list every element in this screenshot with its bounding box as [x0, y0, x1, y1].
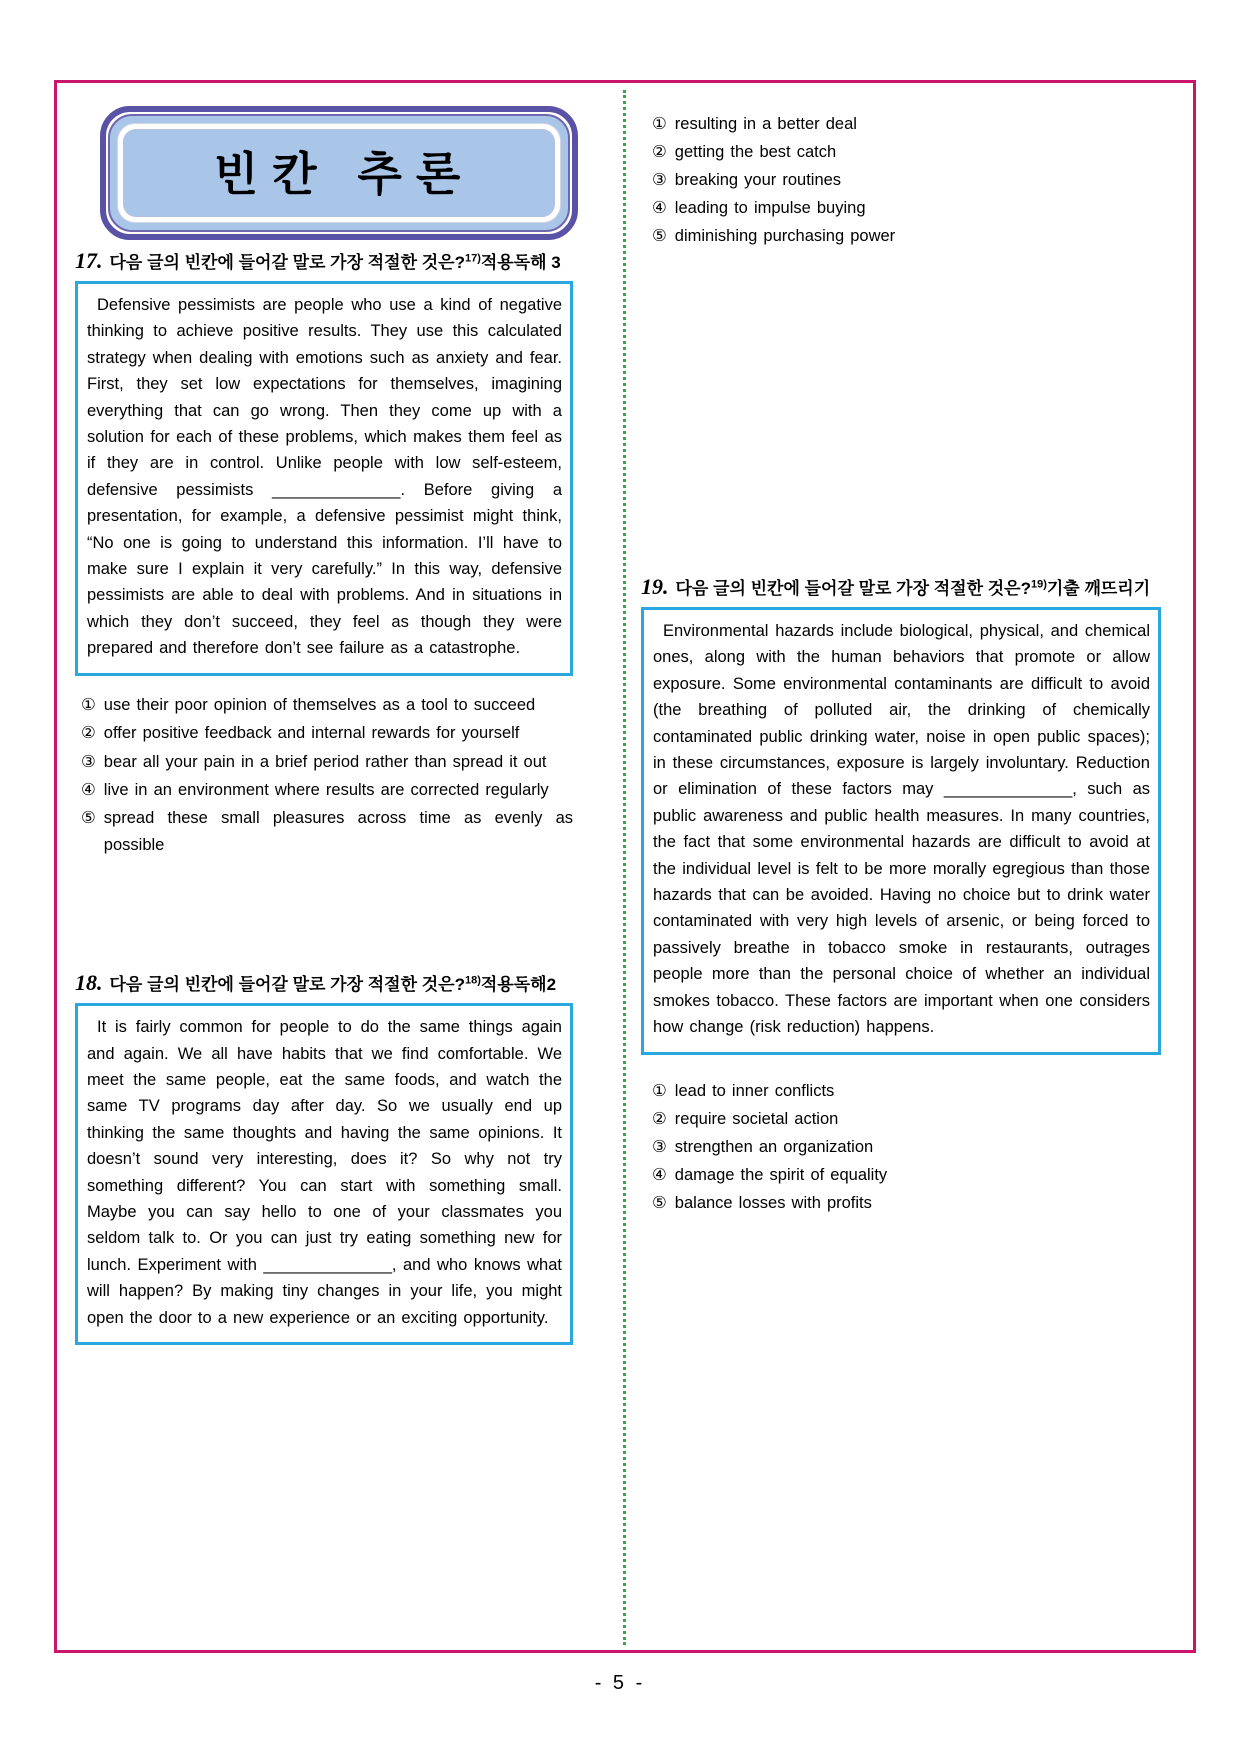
option-text: strengthen an organization	[674, 1137, 874, 1156]
answer-option	[652, 1105, 1161, 1133]
option-text: use their poor opinion of themselves as a tool to succeed	[103, 695, 536, 714]
option-marker: ②	[81, 724, 96, 743]
option-marker: ④	[652, 199, 667, 217]
question-prompt: 다음 글의 빈칸에 들어갈 말로 가장 적절한 것은?	[109, 253, 465, 272]
passage-text: It is fairly common for people to do the same things again and again. We all have habits that we find comfortable. We meet the same people, eat the same foods, and watch the same TV programs day after day. So we usually end up thinking the same thoughts and having the same opinions. It doesn’t sound very interesting, does it? So why not try something different? You can start with something small. Maybe you can say hello to one of your classmates you seldom talk to. Or you can just try eating something new for lunch. Experiment with ______________, and who knows what will happen? By making tiny changes in your life, you might open the door to a new experience or an exciting opportunity.	[87, 1018, 562, 1327]
source-tag: 기출 깨뜨리기	[1046, 579, 1151, 598]
answer-option	[652, 1189, 1161, 1217]
question-19-passage-box	[641, 607, 1161, 1055]
source-tag: 적용독해 3	[480, 253, 561, 272]
answer-option	[652, 194, 1161, 222]
passage-text: Defensive pessimists are people who use a kind of negative thinking to achieve positive results. They use this calculated strategy when dealing with emotions such as anxiety and fear. First, they set low expectations for themselves, imagining everything that can go wrong. Then they come up with a solution for each of these problems, which makes them feel as if they are in control. Unlike people with low self-esteem, defensive pessimists ______________. Before giving a presentation, for example, a defensive pessimist might think, “No one is going to understand this information. I’ll have to make sure I explain it very carefully.” In this way, defensive pessimists are able to deal with problems. And in situations in which they don’t succeed, they feel as though they were prepared and therefore don’t see failure as a catastrophe.	[87, 296, 562, 658]
question-prompt: 다음 글의 빈칸에 들어갈 말로 가장 적절한 것은?	[675, 579, 1031, 598]
answer-option	[652, 1133, 1161, 1161]
answer-option	[81, 805, 573, 858]
option-marker: ①	[652, 1081, 667, 1100]
footnote-ref: 19)	[1030, 578, 1047, 591]
answer-option	[652, 1161, 1161, 1189]
question-number: 18.	[75, 970, 103, 996]
option-marker: ③	[652, 171, 667, 189]
section-title: 빈칸 추론	[123, 129, 555, 217]
option-marker: ⑤	[652, 227, 667, 245]
option-marker: ④	[652, 1165, 667, 1184]
question-18-passage-box	[75, 1003, 573, 1345]
option-text: require societal action	[674, 1109, 839, 1128]
option-text: lead to inner conflicts	[674, 1081, 835, 1100]
option-text: spread these small pleasures across time as evenly as possible	[103, 809, 573, 854]
question-18-header	[75, 970, 573, 996]
option-marker: ②	[652, 143, 667, 161]
answer-option	[652, 166, 1161, 194]
option-text: diminishing purchasing power	[674, 227, 896, 245]
question-number: 17.	[75, 248, 103, 273]
question-17-options	[81, 692, 573, 858]
option-marker: ⑤	[652, 1193, 667, 1212]
option-text: breaking your routines	[674, 171, 842, 189]
question-number: 19.	[641, 574, 669, 599]
answer-option	[81, 692, 573, 718]
footnote-ref: 18)	[464, 974, 481, 987]
source-tag: 적용독해2	[480, 975, 557, 995]
page-number: - 5 -	[594, 1672, 646, 1694]
right-column	[641, 80, 1161, 1217]
option-marker: ③	[652, 1137, 667, 1156]
answer-option	[81, 749, 573, 775]
option-marker: ①	[652, 115, 667, 133]
option-text: bear all your pain in a brief period rather than spread it out	[103, 752, 547, 771]
footnote-ref: 17)	[464, 252, 481, 265]
option-text: balance losses with profits	[674, 1193, 872, 1212]
option-text: getting the best catch	[674, 143, 837, 161]
column-divider	[623, 90, 626, 1645]
question-19-options	[652, 1077, 1161, 1217]
question-17-header	[75, 248, 573, 274]
option-marker: ⑤	[81, 809, 96, 828]
question-19-header	[641, 574, 1161, 600]
answer-option	[81, 777, 573, 803]
option-text: leading to impulse buying	[674, 199, 866, 217]
option-text: damage the spirit of equality	[674, 1165, 888, 1184]
option-text: offer positive feedback and internal rewards for yourself	[103, 724, 520, 743]
answer-option	[81, 720, 573, 746]
option-marker: ①	[81, 695, 96, 714]
option-text: resulting in a better deal	[674, 115, 857, 133]
carryover-options	[652, 110, 1161, 250]
option-text: live in an environment where results are corrected regularly	[103, 780, 549, 799]
option-marker: ④	[81, 780, 96, 799]
left-column	[75, 80, 573, 1345]
question-17-passage-box	[75, 281, 573, 676]
option-marker: ②	[652, 1109, 667, 1128]
answer-option	[652, 138, 1161, 166]
option-marker: ③	[81, 752, 96, 771]
answer-option	[652, 222, 1161, 250]
answer-option	[652, 110, 1161, 138]
passage-text: Environmental hazards include biological, physical, and chemical ones, along with the human behaviors that promote or allow exposure. Some environmental contaminants are difficult to avoid (the breathing of polluted air, the drinking of chemically contaminated public drinking water, noise in open public spaces); in these circumstances, exposure is largely involuntary. Reduction or elimination of these factors may ______________, such as public awareness and public health measures. In many countries, the fact that some environmental hazards are difficult to avoid at the individual level is felt to be more morally egregious than those hazards that can be avoided. Having no choice but to drink water contaminated with very high levels of arsenic, or being forced to passively breathe in tobacco smoke in restaurants, outrages people more than the personal choice of whether an individual smokes tobacco. These factors are important when one considers how change (risk reduction) happens.	[653, 622, 1150, 1037]
answer-option	[652, 1077, 1161, 1105]
question-prompt: 다음 글의 빈칸에 들어갈 말로 가장 적절한 것은?	[109, 975, 465, 995]
